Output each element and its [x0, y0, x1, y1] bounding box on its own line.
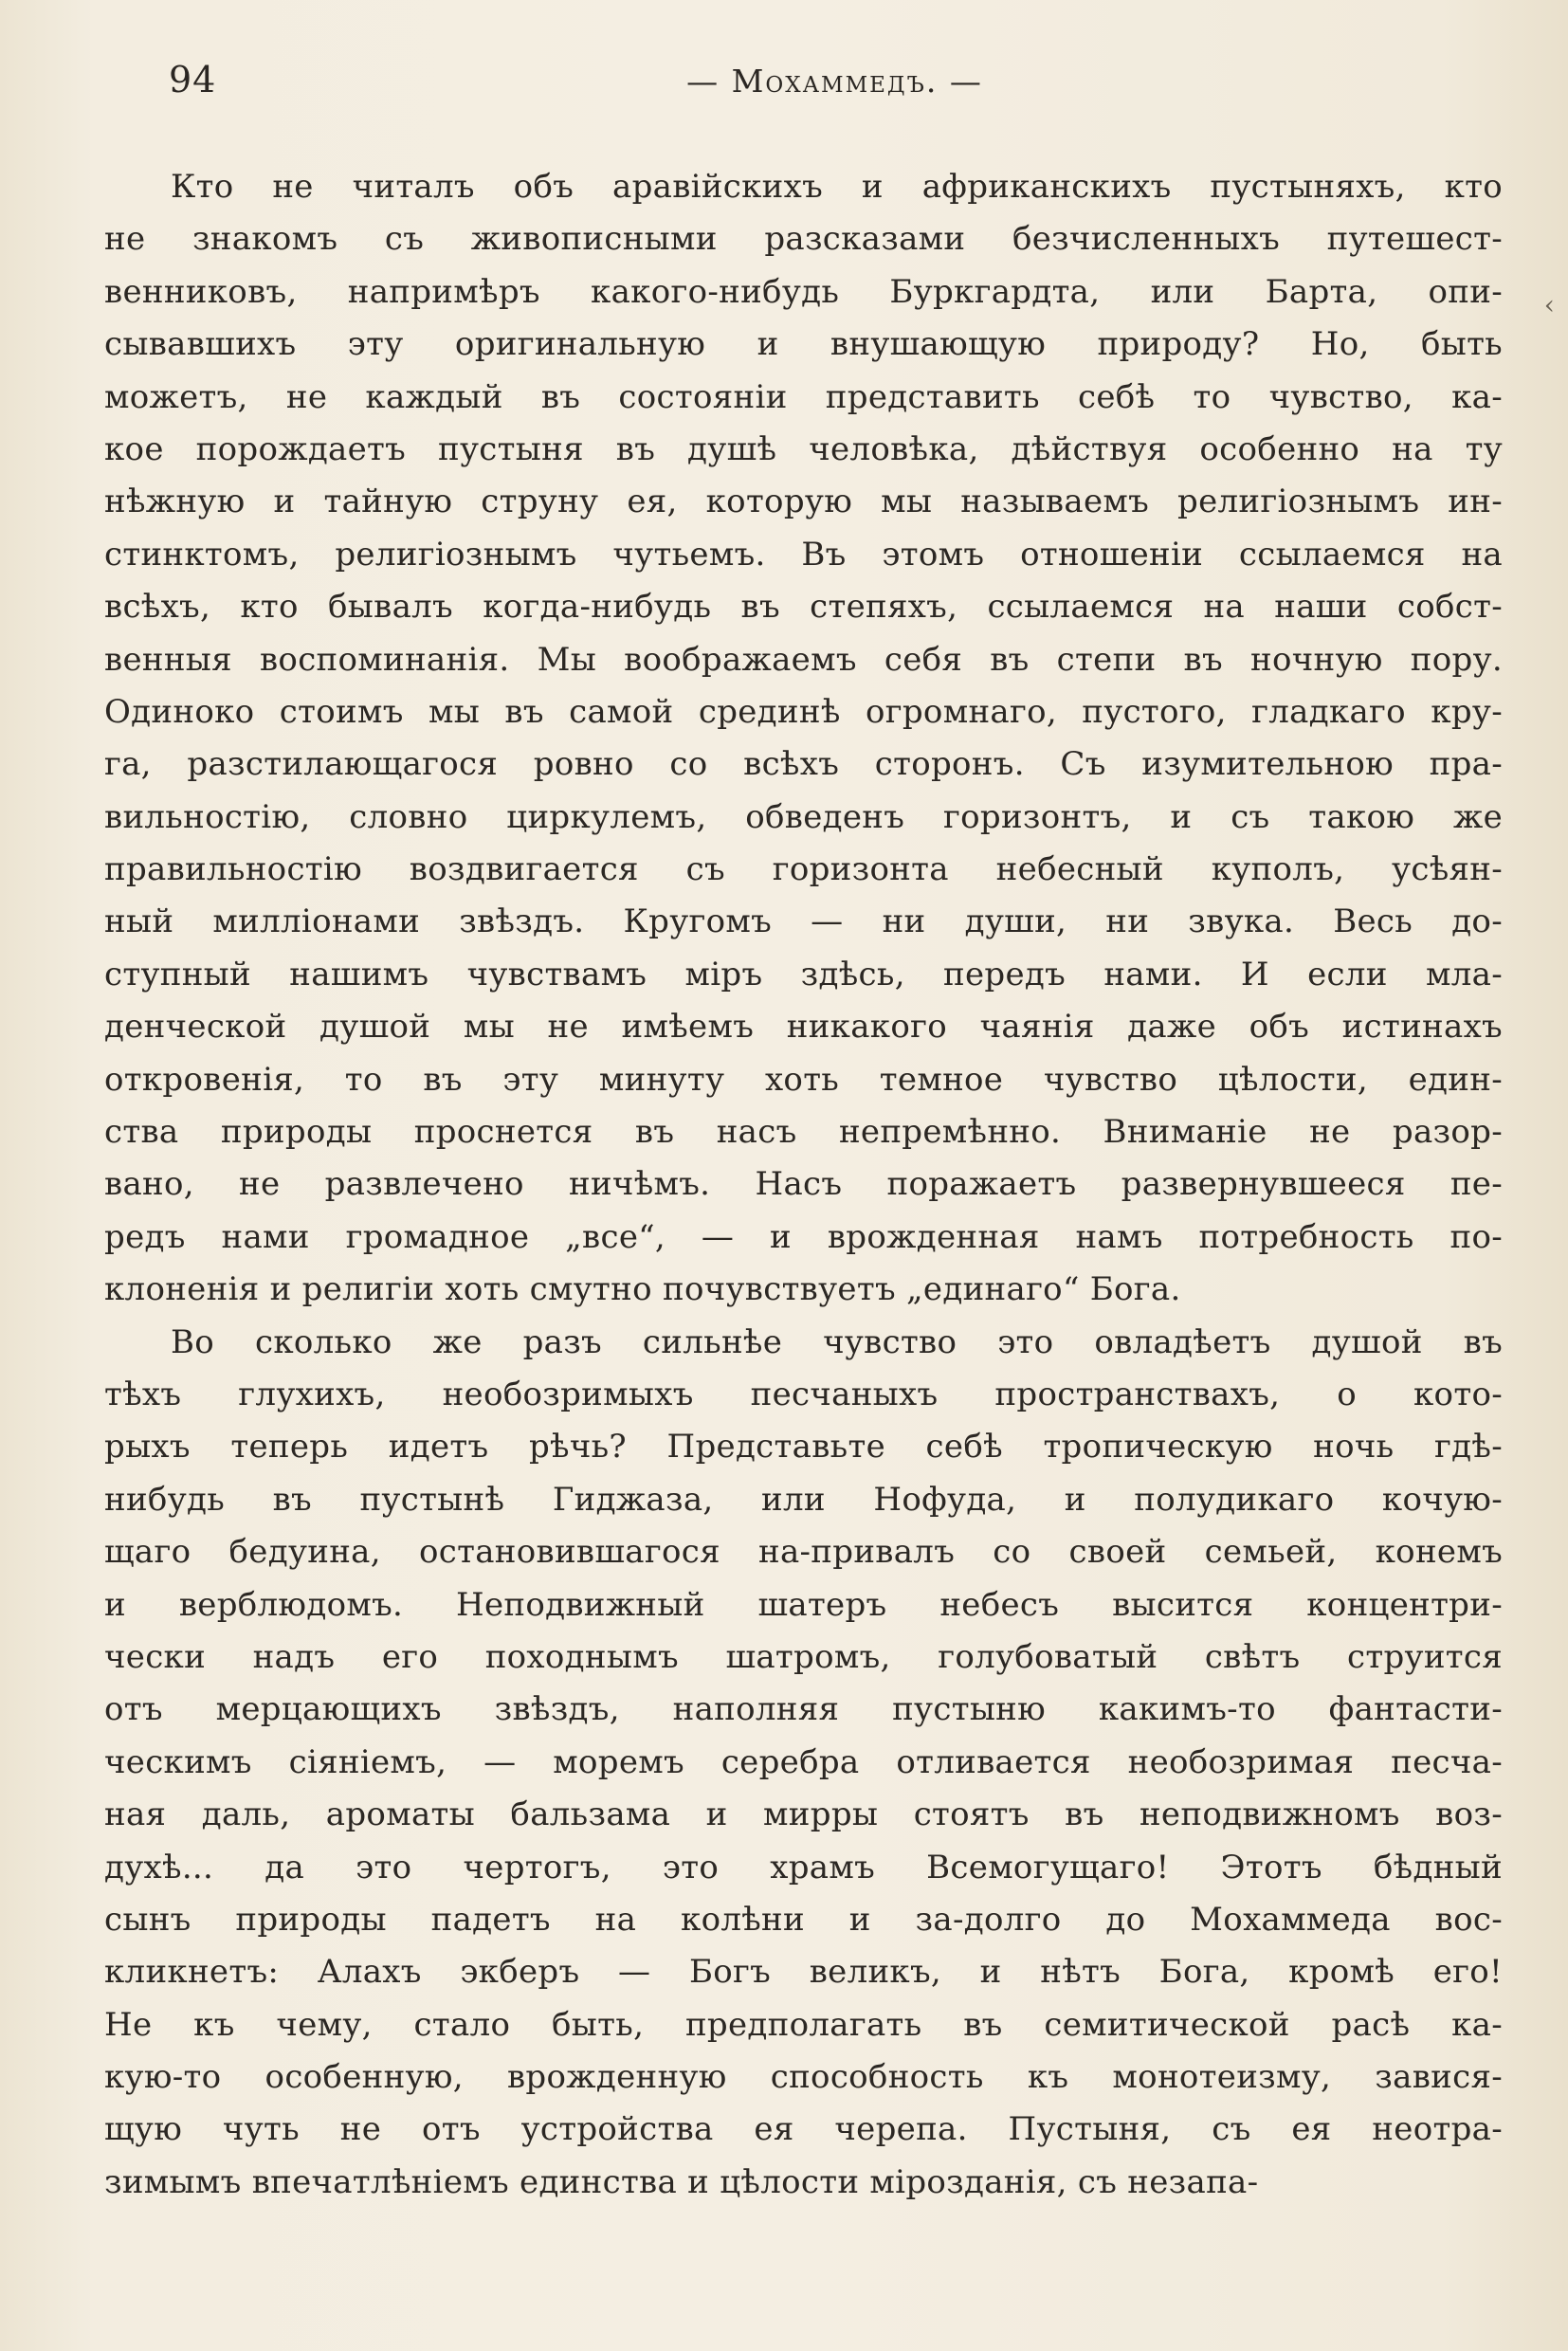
- text-line: и верблюдомъ. Неподвижный шатеръ небесъ высится концентри-: [104, 1585, 1503, 1624]
- text-line: нѣжную и тайную струну ея, которую мы называемъ религіознымъ ин-: [104, 483, 1503, 521]
- text-line: откровенія, то въ эту минуту хоть темное чувство цѣлости, един-: [104, 1060, 1503, 1099]
- text-line: венныя воспоминанія. Мы воображаемъ себя въ степи въ ночную пору.: [104, 640, 1503, 679]
- text-line: ства природы проснется въ насъ непремѣнно. Вниманіе не разор-: [104, 1113, 1503, 1152]
- text-line: щую чуть не отъ устройства ея черепа. Пустыня, съ ея неотра-: [104, 2110, 1503, 2149]
- paragraphs-container: [104, 161, 1503, 2209]
- text-line: венниковъ, напримѣръ какого-нибудь Буркгардта, или Барта, опи-: [104, 272, 1503, 311]
- text-line: ческимъ сіяніемъ, — моремъ серебра отливается необозримая песча-: [104, 1742, 1503, 1781]
- text-line: отъ мерцающихъ звѣздъ, наполняя пустыню какимъ-то фантасти-: [104, 1690, 1503, 1729]
- text-line: ная даль, ароматы бальзама и мирры стоятъ въ неподвижномъ воз-: [104, 1795, 1503, 1834]
- text-line: редъ нами громадное „все“, — и врожденная намъ потребность по-: [104, 1217, 1503, 1256]
- text-line: тѣхъ глухихъ, необозримыхъ песчаныхъ пространствахъ, о кото-: [104, 1375, 1503, 1413]
- text-line: рыхъ теперь идетъ рѣчь? Представьте себѣ тропическую ночь гдѣ-: [104, 1428, 1503, 1467]
- text-line: клоненія и религіи хоть смутно почувствуетъ „единаго“ Бога.: [104, 1270, 1181, 1309]
- text-line: кое порождаетъ пустыня въ душѣ человѣка, дѣйствуя особенно на ту: [104, 429, 1503, 468]
- text-line: вано, не развлечено ничѣмъ. Насъ поражаетъ развернувшееся пе-: [104, 1165, 1503, 1204]
- text-line: Во сколько же разъ сильнѣе чувство это овладѣетъ душой въ: [171, 1322, 1503, 1361]
- text-line: можетъ, не каждый въ состояніи представить себѣ то чувство, ка-: [104, 377, 1503, 416]
- text-line: сынъ природы падетъ на колѣни и за-долго до Мохаммеда вос-: [104, 1900, 1503, 1939]
- text-line: чески надъ его походнымъ шатромъ, голубоватый свѣтъ струится: [104, 1637, 1503, 1676]
- text-line: ступный нашимъ чувствамъ міръ здѣсь, передъ нами. И если мла-: [104, 955, 1503, 993]
- text-line: нибудь въ пустынѣ Гиджаза, или Нофуда, и полудикаго кочую-: [104, 1480, 1503, 1519]
- text-line: га, разстилающагося ровно со всѣхъ сторонъ. Съ изумительною пра-: [104, 745, 1503, 784]
- text-line: щаго бедуина, остановившагося на-привалъ со своей семьей, конемъ: [104, 1533, 1503, 1572]
- text-line: Одиноко стоимъ мы въ самой срединѣ огромнаго, пустого, гладкаго кру-: [104, 692, 1503, 731]
- body-text: [104, 161, 1503, 2209]
- text-line: денческой душой мы не имѣемъ никакого чаянія даже объ истинахъ: [104, 1008, 1503, 1047]
- text-line: кую-то особенную, врожденную способность къ монотеизму, завися-: [104, 2058, 1503, 2097]
- text-line: вильностію, словно циркулемъ, обведенъ горизонтъ, и съ такою же: [104, 797, 1503, 836]
- running-title: — Мохаммедъ. —: [686, 63, 983, 100]
- text-line: стинктомъ, религіознымъ чутьемъ. Въ этомъ отношеніи ссылаемся на: [104, 535, 1503, 574]
- margin-mark: ‹: [1543, 289, 1555, 320]
- text-line: правильностію воздвигается съ горизонта небесный куполъ, усѣян-: [104, 850, 1503, 889]
- text-line: сывавшихъ эту оригинальную и внушающую природу? Но, быть: [104, 325, 1503, 364]
- text-line: не знакомъ съ живописными разсказами безчисленныхъ путешест-: [104, 220, 1503, 259]
- text-line: всѣхъ, кто бывалъ когда-нибудь въ степяхъ, ссылаемся на наши собст-: [104, 588, 1503, 627]
- page-header: [169, 59, 1501, 116]
- text-line: Не къ чему, стало быть, предполагать въ семитической расѣ ка-: [104, 2005, 1503, 2044]
- paragraph: [104, 161, 1503, 1317]
- page-number: 94: [169, 59, 217, 100]
- text-line: зимымъ впечатлѣніемъ единства и цѣлости мірозданія, съ незапа-: [104, 2162, 1259, 2201]
- text-line: Кто не читалъ объ аравійскихъ и африканскихъ пустыняхъ, кто: [171, 168, 1503, 206]
- text-line: ный милліонами звѣздъ. Кругомъ — ни души, ни звука. Весь до-: [104, 902, 1503, 941]
- paragraph: [104, 1317, 1503, 2210]
- text-line: кликнетъ: Алахъ экберъ — Богъ великъ, и нѣтъ Бога, кромѣ его!: [104, 1953, 1503, 1992]
- text-line: духѣ... да это чертогъ, это храмъ Всемогущаго! Этотъ бѣдный: [104, 1848, 1503, 1886]
